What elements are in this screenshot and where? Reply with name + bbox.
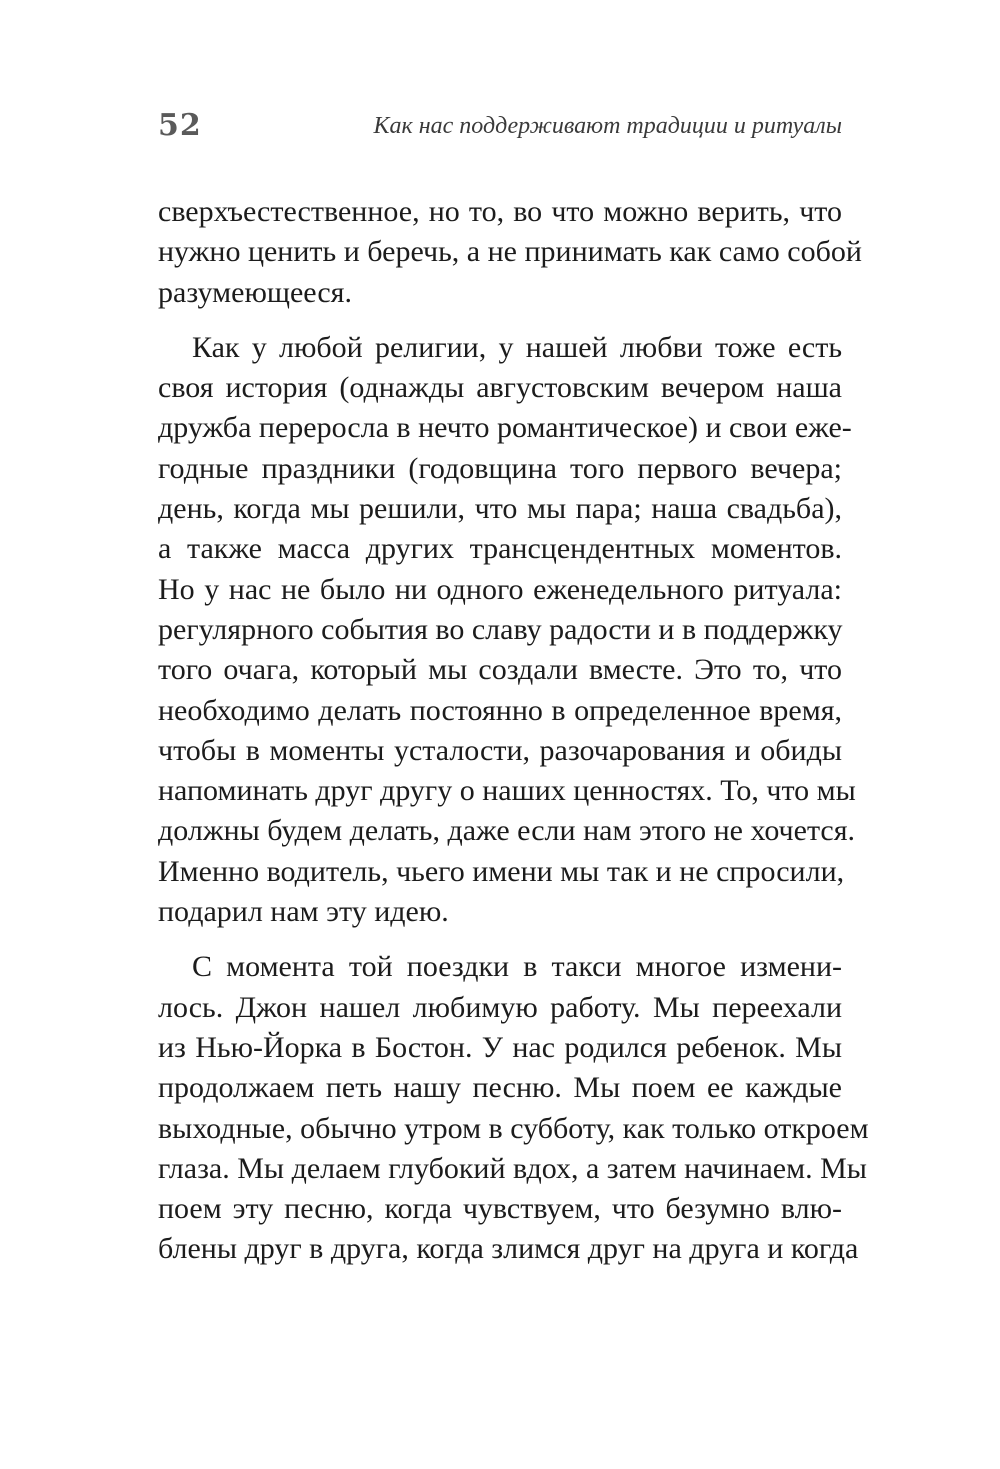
text-line: годные праздники (годовщина того первого вечера; [158,451,842,485]
text-line: Но у нас не было ни одного еженедельного ритуала: [158,572,842,606]
text-line: блены друг в друга, когда злимся друг на друга и когда [158,1232,859,1266]
text-line: Именно водитель, чьего имени мы так и не спросили, [158,854,845,888]
body-text [158,192,869,1270]
text-line: из Нью-Йорка в Бостон. У нас родился ребенок. Мы [158,1030,842,1064]
text-line: продолжаем петь нашу песню. Мы поем ее каждые [158,1071,842,1105]
text-line: своя история (однажды августовским вечером наша [158,371,842,405]
text-line: глаза. Мы делаем глубокий вдох, а затем начинаем. Мы [158,1151,867,1185]
text-line: С момента той поездки в такси многое измени- [192,950,842,984]
text-line: поем эту песню, когда чувствуем, что безумно влю- [158,1192,842,1226]
text-line: напоминать друг другу о наших ценностях. То, что мы [158,774,856,808]
text-line: нужно ценить и беречь, а не принимать как само собой [158,235,862,269]
text-line: лось. Джон нашел любимую работу. Мы переехали [158,990,842,1024]
paragraph-3 [158,947,869,1269]
text-line: выходные, обычно утром в субботу, как только откроем [158,1111,869,1145]
paragraph-1 [158,192,862,313]
text-line: а также масса других трансцендентных моментов. [158,532,842,566]
text-line: должны будем делать, даже если нам этого не хочется. [158,814,856,848]
text-line: сверхъестественное, но то, во что можно верить, что [158,195,842,228]
paragraph-2 [158,328,856,932]
text-line: дружба переросла в нечто романтическое) и свои еже- [158,411,852,445]
text-line: Как у любой религии, у нашей любви тоже есть [192,330,842,364]
text-line: разумеющееся. [158,275,352,309]
text-line: необходимо делать постоянно в определенное время, [158,693,842,727]
text-line: того очага, который мы создали вместе. Это то, что [158,653,842,687]
page-header [158,104,842,154]
text-line: чтобы в моменты усталости, разочарования и обиды [158,733,842,767]
text-line: регулярного события во славу радости и в поддержку [158,612,843,646]
text-line: подарил нам эту идею. [158,895,449,929]
running-title: Как нас поддерживают традиции и ритуалы [373,113,842,139]
page-number: 52 [158,108,202,143]
text-line: день, когда мы решили, что мы пара; наша свадьба), [158,492,842,526]
